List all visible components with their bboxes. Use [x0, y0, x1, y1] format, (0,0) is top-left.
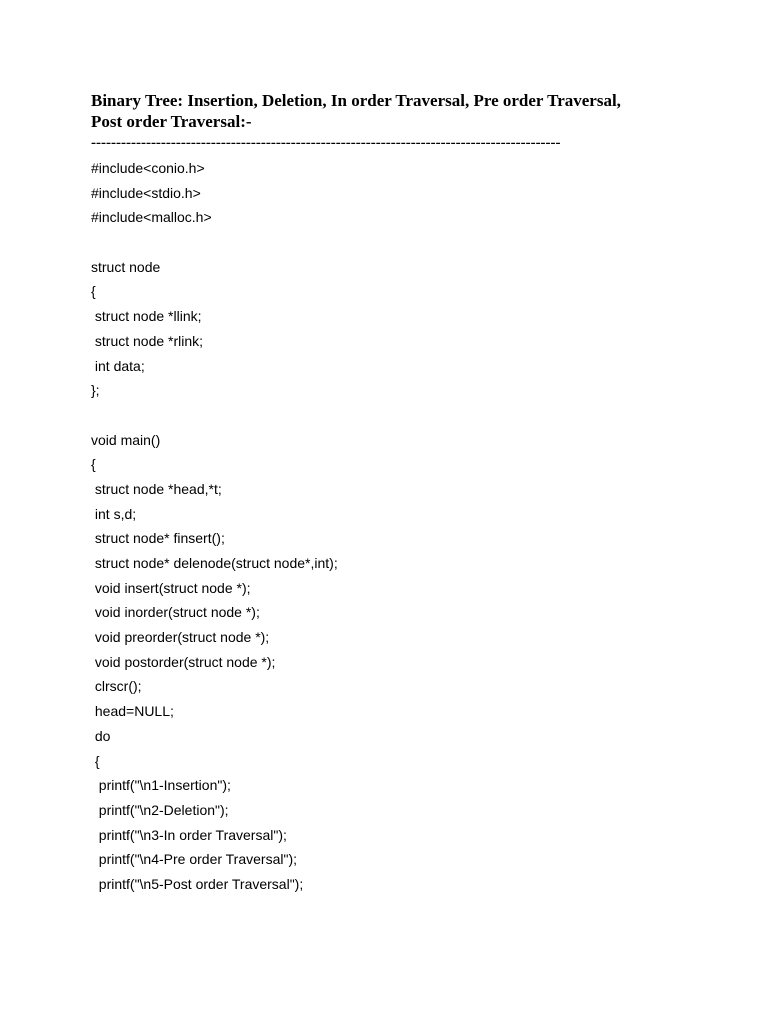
code-line: #include<malloc.h>: [91, 209, 212, 226]
code-line: printf("\n1-Insertion");: [91, 777, 231, 794]
code-line: {: [91, 752, 100, 769]
code-line: #include<stdio.h>: [91, 184, 201, 201]
code-line: struct node: [91, 258, 161, 275]
code-line: [91, 403, 711, 428]
code-line: {: [91, 283, 96, 300]
code-line: printf("\n3-In order Traversal");: [91, 826, 287, 843]
code-line: printf("\n4-Pre order Traversal");: [91, 851, 298, 868]
code-line: do: [91, 727, 111, 744]
code-line: struct node* finsert();: [91, 530, 225, 547]
code-line: head=NULL;: [91, 703, 174, 720]
code-line: int data;: [91, 357, 145, 374]
dashed-separator: ----------------------------------------------------------------------------------------------: [91, 135, 561, 151]
code-line: #include<conio.h>: [91, 160, 205, 176]
code-line: printf("\n2-Deletion");: [91, 801, 229, 818]
code-line: printf("\n5-Post order Traversal");: [91, 875, 304, 892]
code-line: struct node *head,*t;: [91, 480, 222, 497]
code-line: };: [91, 382, 100, 399]
code-line: {: [91, 456, 96, 473]
title-line-1: Binary Tree: Insertion, Deletion, In order Traversal, Pre order Traversal,: [91, 91, 621, 110]
code-line: clrscr();: [91, 678, 142, 695]
code-line: int s,d;: [91, 505, 137, 522]
document-title: [91, 90, 731, 132]
code-line: struct node *rlink;: [91, 332, 204, 349]
code-line: [91, 230, 711, 255]
title-line-2: Post order Traversal:-: [91, 112, 252, 131]
code-line: void preorder(struct node *);: [91, 629, 270, 646]
code-line: void insert(struct node *);: [91, 579, 251, 596]
code-line: struct node* delenode(struct node*,int);: [91, 555, 338, 571]
code-line: void main(): [91, 431, 161, 448]
code-line: void inorder(struct node *);: [91, 604, 260, 621]
code-block: [91, 156, 711, 897]
code-line: void postorder(struct node *);: [91, 653, 276, 670]
code-line: struct node *llink;: [91, 308, 202, 325]
